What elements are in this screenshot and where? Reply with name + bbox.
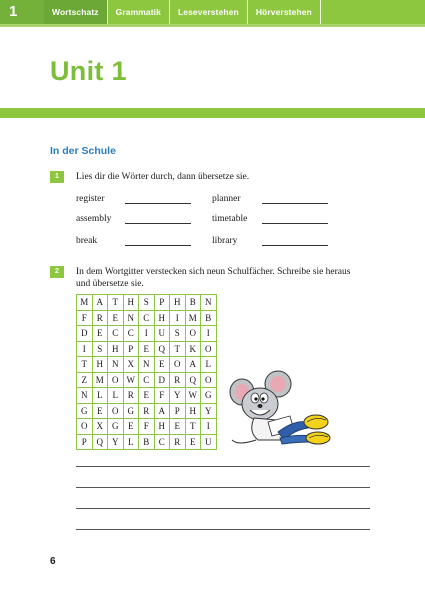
grid-letter-cell[interactable]: B	[185, 295, 201, 311]
vocab-word-timetable: timetable	[212, 214, 248, 224]
grid-letter-cell[interactable]: B	[201, 310, 217, 326]
grid-letter-cell[interactable]: M	[185, 310, 201, 326]
grid-letter-cell[interactable]: N	[108, 357, 124, 373]
grid-letter-cell[interactable]: L	[123, 434, 139, 450]
grid-letter-cell[interactable]: O	[201, 372, 217, 388]
grid-letter-cell[interactable]: H	[92, 357, 108, 373]
grid-letter-cell[interactable]: E	[108, 310, 124, 326]
grid-letter-cell[interactable]: N	[139, 357, 155, 373]
grid-row	[77, 295, 217, 311]
grid-letter-cell[interactable]: B	[139, 434, 155, 450]
grid-letter-cell[interactable]: R	[139, 403, 155, 419]
grid-letter-cell[interactable]: Y	[108, 434, 124, 450]
grid-letter-cell[interactable]: Y	[170, 388, 186, 404]
grid-letter-cell[interactable]: O	[170, 357, 186, 373]
unit-number: 1	[0, 0, 44, 24]
grid-letter-cell[interactable]: C	[154, 434, 170, 450]
tab-grammatik[interactable]: Grammatik	[108, 0, 170, 24]
grid-letter-cell[interactable]: W	[185, 388, 201, 404]
grid-letter-cell[interactable]: E	[185, 434, 201, 450]
task1-number-badge: 1	[50, 171, 64, 183]
tab-hoerverstehen[interactable]: Hörverstehen	[248, 0, 321, 24]
grid-letter-cell[interactable]: M	[77, 295, 93, 311]
grid-letter-cell[interactable]: Y	[201, 403, 217, 419]
grid-letter-cell[interactable]: G	[123, 403, 139, 419]
task2-instruction-line2: und übersetze sie.	[76, 279, 144, 289]
grid-letter-cell[interactable]: M	[92, 372, 108, 388]
grid-letter-cell[interactable]: U	[154, 326, 170, 342]
answer-line-3[interactable]	[76, 508, 370, 509]
grid-letter-cell[interactable]: D	[77, 326, 93, 342]
tab-wortschatz[interactable]: Wortschatz	[44, 0, 108, 24]
grid-letter-cell[interactable]: I	[139, 326, 155, 342]
grid-letter-cell[interactable]: K	[185, 341, 201, 357]
grid-row	[77, 310, 217, 326]
grid-letter-cell[interactable]: C	[139, 310, 155, 326]
grid-row	[77, 434, 217, 450]
grid-letter-cell[interactable]: Q	[154, 341, 170, 357]
answer-blank-planner[interactable]	[262, 203, 328, 204]
answer-line-2[interactable]	[76, 487, 370, 488]
answer-blank-assembly[interactable]	[125, 223, 191, 224]
grid-letter-cell[interactable]: I	[201, 326, 217, 342]
grid-letter-cell[interactable]: R	[170, 372, 186, 388]
title-divider	[0, 108, 425, 118]
page-title: Unit 1	[50, 56, 127, 86]
grid-letter-cell[interactable]: G	[201, 388, 217, 404]
grid-letter-cell[interactable]: I	[170, 310, 186, 326]
grid-letter-cell[interactable]: H	[154, 419, 170, 435]
grid-letter-cell[interactable]: T	[77, 357, 93, 373]
grid-row	[77, 341, 217, 357]
grid-letter-cell[interactable]: X	[123, 357, 139, 373]
task2-number-badge: 2	[50, 266, 64, 278]
answer-blank-break[interactable]	[125, 245, 191, 246]
answer-line-4[interactable]	[76, 529, 370, 530]
grid-letter-cell[interactable]: Q	[185, 372, 201, 388]
task1-instruction: Lies dir die Wörter durch, dann übersetze sie.	[76, 172, 250, 182]
grid-letter-cell[interactable]: H	[123, 295, 139, 311]
grid-letter-cell[interactable]: W	[123, 372, 139, 388]
grid-row	[77, 357, 217, 373]
vocab-word-assembly: assembly	[76, 214, 112, 224]
grid-letter-cell[interactable]: I	[77, 341, 93, 357]
grid-letter-cell[interactable]: R	[92, 310, 108, 326]
grid-letter-cell[interactable]: L	[108, 388, 124, 404]
grid-row	[77, 326, 217, 342]
grid-letter-cell[interactable]: H	[170, 295, 186, 311]
grid-letter-cell[interactable]: T	[170, 341, 186, 357]
grid-letter-cell[interactable]: A	[185, 357, 201, 373]
grid-letter-cell[interactable]: E	[170, 419, 186, 435]
vocab-word-register: register	[76, 194, 105, 204]
grid-letter-cell[interactable]: F	[77, 310, 93, 326]
vocab-word-planner: planner	[212, 194, 241, 204]
grid-letter-cell[interactable]: G	[77, 403, 93, 419]
grid-letter-cell[interactable]: C	[108, 326, 124, 342]
grid-letter-cell[interactable]: I	[201, 419, 217, 435]
grid-letter-cell[interactable]: R	[170, 434, 186, 450]
grid-letter-cell[interactable]: T	[108, 295, 124, 311]
answer-blank-library[interactable]	[262, 245, 328, 246]
grid-letter-cell[interactable]: H	[185, 403, 201, 419]
grid-letter-cell[interactable]: L	[201, 357, 217, 373]
grid-letter-cell[interactable]: E	[139, 388, 155, 404]
header-bar	[0, 0, 425, 24]
grid-letter-cell[interactable]: O	[201, 341, 217, 357]
tab-leseverstehen[interactable]: Leseverstehen	[170, 0, 248, 24]
mouse-mascot-illustration	[228, 370, 332, 450]
grid-row	[77, 403, 217, 419]
grid-letter-cell[interactable]: F	[154, 388, 170, 404]
grid-letter-cell[interactable]: L	[92, 388, 108, 404]
grid-row	[77, 388, 217, 404]
grid-letter-cell[interactable]: N	[77, 388, 93, 404]
section-title: In der Schule	[50, 145, 116, 157]
grid-letter-cell[interactable]: O	[185, 326, 201, 342]
answer-blank-timetable[interactable]	[262, 223, 328, 224]
grid-letter-cell[interactable]: S	[139, 295, 155, 311]
grid-letter-cell[interactable]: S	[92, 341, 108, 357]
header-underline	[0, 24, 425, 27]
section-tabs	[44, 0, 321, 24]
grid-row	[77, 419, 217, 435]
grid-letter-cell[interactable]: E	[123, 419, 139, 435]
grid-letter-cell[interactable]: D	[154, 372, 170, 388]
grid-letter-cell[interactable]: C	[139, 372, 155, 388]
grid-letter-cell[interactable]: H	[154, 310, 170, 326]
grid-letter-cell[interactable]: U	[201, 434, 217, 450]
grid-letter-cell[interactable]: P	[77, 434, 93, 450]
grid-letter-cell[interactable]: G	[108, 419, 124, 435]
word-search-grid	[76, 294, 217, 450]
grid-letter-cell[interactable]: X	[92, 419, 108, 435]
grid-letter-cell[interactable]: E	[139, 341, 155, 357]
grid-letter-cell[interactable]: O	[108, 372, 124, 388]
grid-letter-cell[interactable]: N	[123, 310, 139, 326]
grid-letter-cell[interactable]: A	[92, 295, 108, 311]
grid-letter-cell[interactable]: Z	[77, 372, 93, 388]
vocab-word-library: library	[212, 236, 238, 246]
grid-letter-cell[interactable]: Q	[92, 434, 108, 450]
grid-letter-cell[interactable]: E	[92, 326, 108, 342]
grid-row	[77, 372, 217, 388]
grid-letter-cell[interactable]: H	[108, 341, 124, 357]
vocab-word-break: break	[76, 236, 98, 246]
answer-line-1[interactable]	[76, 466, 370, 467]
grid-letter-cell[interactable]: P	[123, 341, 139, 357]
grid-letter-cell[interactable]: O	[77, 419, 93, 435]
grid-letter-cell[interactable]: N	[201, 295, 217, 311]
grid-letter-cell[interactable]: T	[185, 419, 201, 435]
grid-letter-cell[interactable]: C	[123, 326, 139, 342]
task2-instruction-line1: In dem Wortgitter verstecken sich neun Schulfächer. Schreibe sie heraus	[76, 267, 351, 277]
grid-letter-cell[interactable]: P	[170, 403, 186, 419]
answer-blank-register[interactable]	[125, 203, 191, 204]
grid-letter-cell[interactable]: E	[154, 357, 170, 373]
grid-letter-cell[interactable]: P	[154, 295, 170, 311]
grid-letter-cell[interactable]: S	[170, 326, 186, 342]
grid-letter-cell[interactable]: E	[92, 403, 108, 419]
grid-letter-cell[interactable]: R	[123, 388, 139, 404]
grid-letter-cell[interactable]: A	[154, 403, 170, 419]
page-number: 6	[50, 556, 56, 567]
grid-letter-cell[interactable]: F	[139, 419, 155, 435]
grid-letter-cell[interactable]: O	[108, 403, 124, 419]
